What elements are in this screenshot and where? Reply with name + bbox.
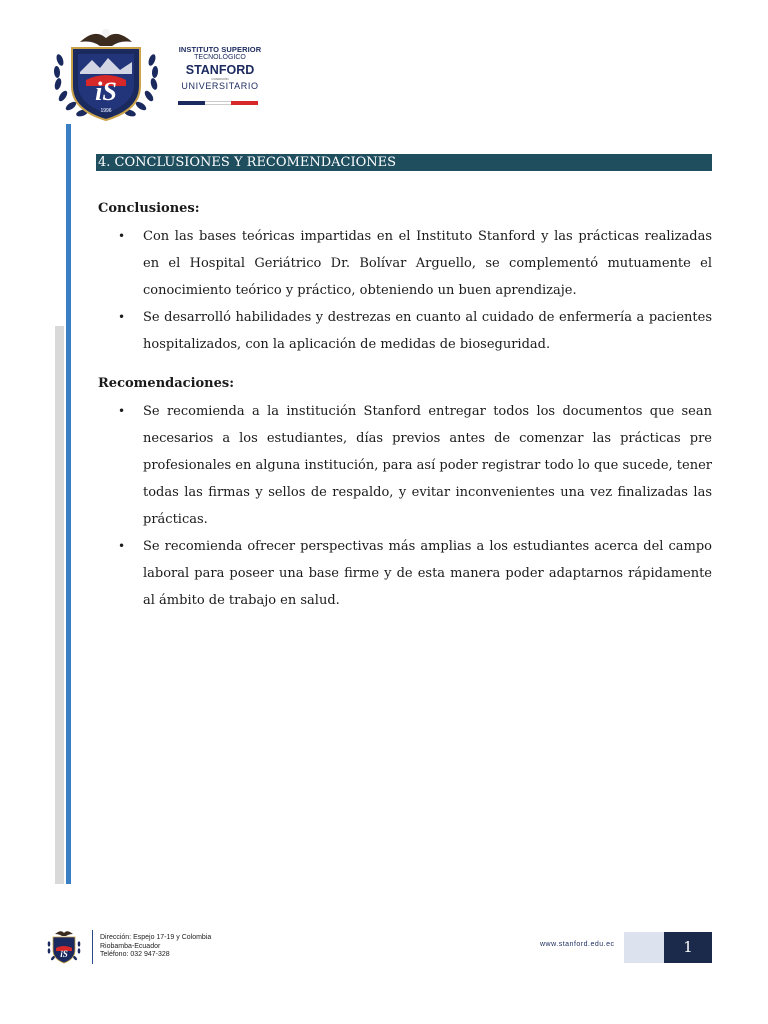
- list-item: [118, 398, 712, 533]
- footer-divider: [92, 930, 93, 964]
- side-bar-grey: [55, 326, 64, 884]
- list-item: [118, 223, 712, 304]
- flag-stripe: [178, 101, 258, 105]
- stanford-logo: [50, 20, 162, 128]
- recomendaciones-heading: Recomendaciones:: [98, 376, 235, 391]
- institution-line2: TECNOLÓGICO: [194, 54, 246, 61]
- institution-name: STANFORD: [185, 63, 255, 77]
- institution-name-block: [178, 46, 262, 92]
- side-bar-blue: [66, 124, 71, 884]
- flag-red: [231, 101, 258, 105]
- conclusiones-heading: Conclusiones:: [98, 201, 200, 216]
- logo-letters: iS: [95, 77, 117, 106]
- list-item-text: Se recomienda ofrecer perspectivas más amplias a los estudiantes acerca del campo laboral para poseer una base firme y de esta manera poder adaptarnos rápidamente al ámbito de trabajo en salud.: [143, 539, 712, 608]
- institution-university: UNIVERSITARIO: [181, 81, 259, 91]
- flag-white: [205, 101, 232, 105]
- footer-address-line: Dirección: Espejo 17-19 y Colombia: [100, 934, 212, 941]
- svg-text:iS: iS: [60, 949, 68, 959]
- footer-phone-line: Teléfono: 032 947-328: [100, 951, 170, 958]
- footer-address: [100, 934, 211, 960]
- list-item: [118, 533, 712, 614]
- conclusiones-list: [118, 223, 712, 358]
- flag-blue: [178, 101, 205, 105]
- page-number-accent: [624, 932, 664, 963]
- bullet-icon: •: [118, 539, 126, 553]
- list-item-text: Se recomienda a la institución Stanford entregar todos los documentos que sean necesarios a los estudiantes, días previos antes de comenzar las prácticas pre profesionales en alguna institución, para así poder registrar todo lo que sucede, tener todas las firmas y sellos de respaldo, y evitar inconvenientes una vez finalizadas las prácticas.: [143, 404, 712, 527]
- page-number: 1: [664, 932, 712, 963]
- section-title: 4. CONCLUSIONES Y RECOMENDACIONES: [96, 154, 712, 171]
- logo-year: 1996: [100, 108, 112, 114]
- institution-condition: CONDICIÓN: [211, 77, 229, 81]
- footer-website-link[interactable]: www.stanford.edu.ec: [540, 941, 615, 948]
- bullet-icon: •: [118, 229, 126, 243]
- bullet-icon: •: [118, 404, 126, 418]
- list-item: [118, 304, 712, 358]
- list-item-text: Se desarrolló habilidades y destrezas en cuanto al cuidado de enfermería a pacientes hospitalizados, con la aplicación de medidas de bioseguridad.: [143, 310, 712, 352]
- bullet-icon: •: [118, 310, 126, 324]
- footer-address-line: Riobamba-Ecuador: [100, 942, 161, 950]
- institution-line1: INSTITUTO SUPERIOR: [178, 45, 262, 54]
- footer-logo: [45, 928, 83, 966]
- recomendaciones-list: [118, 398, 712, 614]
- list-item-text: Con las bases teóricas impartidas en el Instituto Stanford y las prácticas realizadas en el Hospital Geriátrico Dr. Bolívar Arguello, se complementó mutuamente el conocimiento teórico y práctico, obteniendo un buen aprendizaje.: [143, 229, 712, 298]
